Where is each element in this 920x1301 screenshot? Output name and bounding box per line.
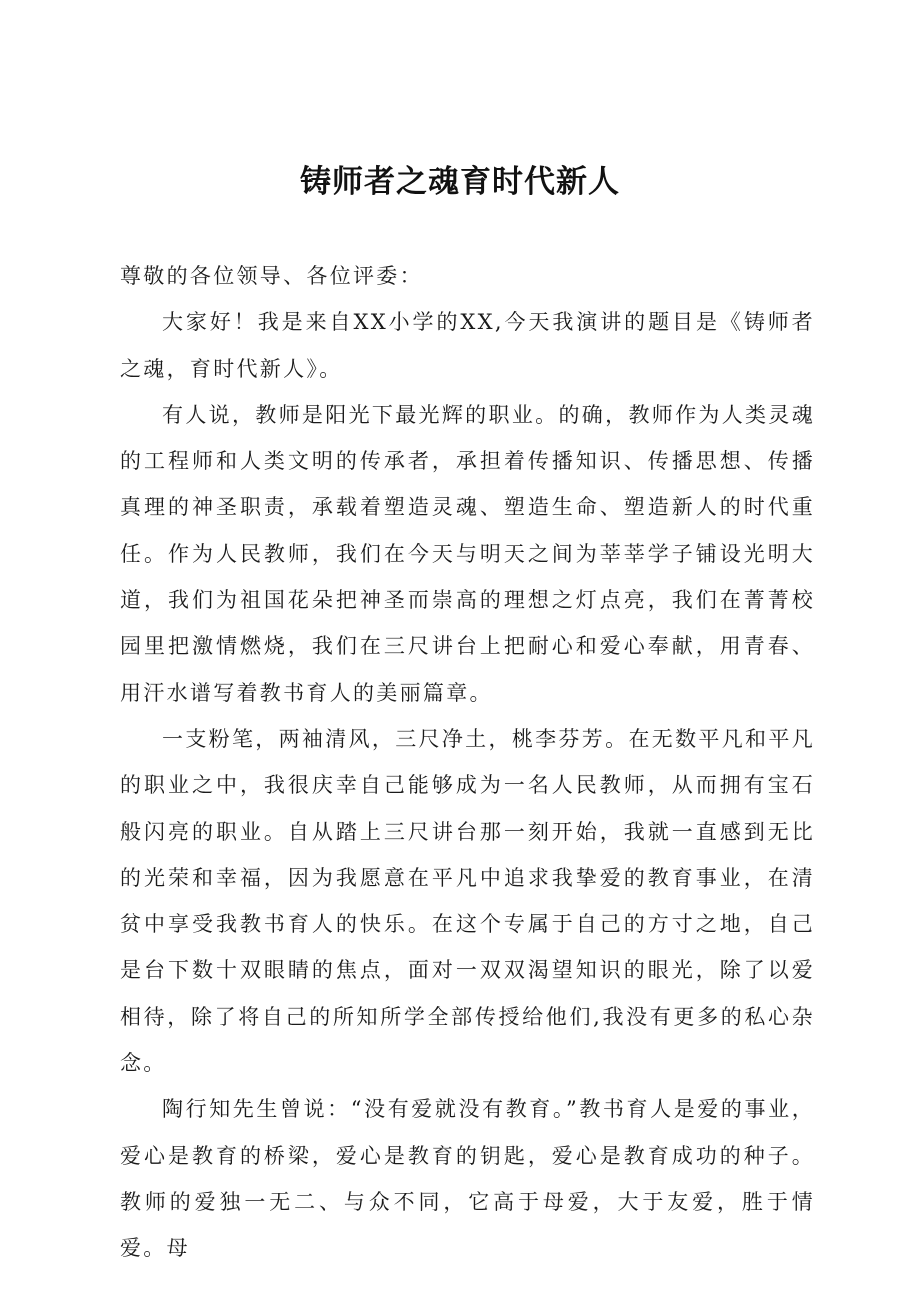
paragraph-greeting: 大家好！我是来自XX小学的XX,今天我演讲的题目是《铸师者之魂，育时代新人》。	[120, 310, 815, 381]
paragraph-chalk-and-podium: 一支粉笔，两袖清风，三尺净土，桃李芬芳。在无数平凡和平凡的职业之中，我很庆幸自己能够成为一名人民教师，从而拥有宝石般闪亮的职业。自从踏上三尺讲台那一刻开始，我就一直感到无比的光荣和幸福，因为我愿意在平凡中追求我挚爱的教育事业，在清贫中享受我教书育人的快乐。在这个专属于自己的方寸之地，自己是台下数十双眼睛的焦点，面对一双双渴望知识的眼光，除了以爱相待，除了将自己的所知所学全部传授给他们,我没有更多的私心杂念。	[120, 726, 815, 1076]
document-body	[120, 253, 815, 1272]
salutation: 尊敬的各位领导、各位评委：	[120, 264, 423, 288]
paragraph-love-in-education: 陶行知先生曾说：“没有爱就没有教育。”教书育人是爱的事业，爱心是教育的桥梁，爱心是教育的钥匙，爱心是教育成功的种子。教师的爱独一无二、与众不同，它高于母爱，大于友爱，胜于情爱。母	[120, 1097, 815, 1261]
document-title: 铸师者之魂育时代新人	[300, 164, 620, 200]
paragraph-teacher-profession: 有人说，教师是阳光下最光辉的职业。的确，教师作为人类灵魂的工程师和人类文明的传承者，承担着传播知识、传播思想、传播真理的神圣职责，承载着塑造灵魂、塑造生命、塑造新人的时代重任。作为人民教师，我们在今天与明天之间为莘莘学子铺设光明大道，我们为祖国花朵把神圣而崇高的理想之灯点亮，我们在菁菁校园里把激情燃烧，我们在三尺讲台上把耐心和爱心奉献，用青春、用汗水谱写着教书育人的美丽篇章。	[120, 402, 815, 705]
